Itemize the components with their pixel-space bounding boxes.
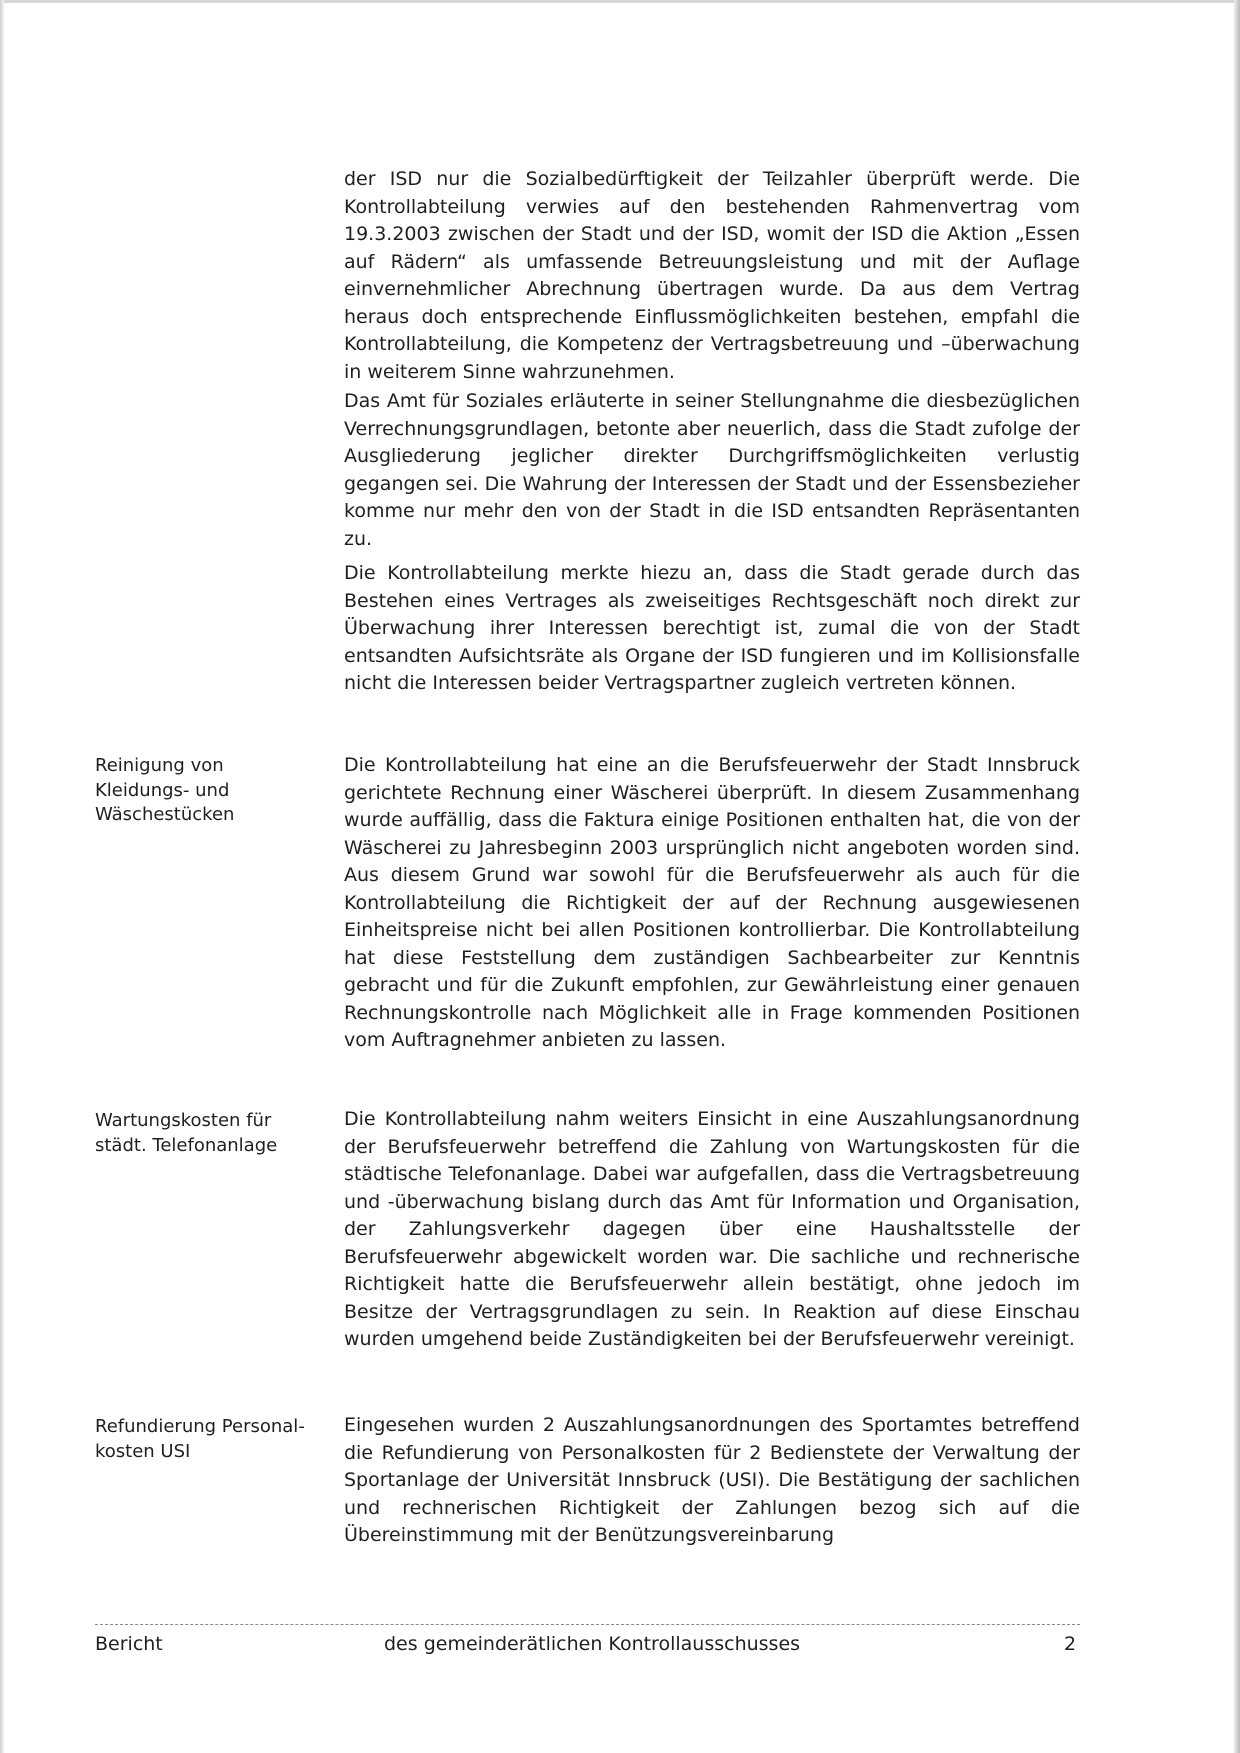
body-paragraph-1: der ISD nur die Sozialbedürftigkeit der Teilzahler überprüft werde. Die Kontrollabteilung verwies auf den bestehenden Rahmenvertrag vom 19.3.2003 zwischen der Stadt und der ISD, womit der ISD die Aktion „Essen auf Rädern“ als umfassende Betreuungsleistung und mit der Auflage einvernehmlicher Abrechnung übertragen wurde. Da aus dem Vertrag heraus doch entsprechende Einflussmöglichkeiten bestehen, empfahl die Kontrollabteilung, die Kompetenz der Vertragsbetreuung und –überwachung in weiterem Sinne wahrzunehmen.	[344, 168, 1080, 383]
margin-note-refund: Refundierung Personalkosten USI	[95, 1416, 305, 1462]
scan-edge-left	[0, 0, 4, 1753]
scan-edge-right	[1234, 0, 1240, 1753]
body-paragraph-3: Die Kontrollabteilung merkte hiezu an, dass die Stadt gerade durch das Bestehen eines Vertrages als zweiseitiges Rechtsgeschäft noch direkt zur Überwachung ihrer Interessen berechtigt ist, zumal die von der Stadt entsandten Aufsichtsräte als Organe der ISD fungieren und im Kollisionsfalle nicht die Interessen beider Vertragspartner zugleich vertreten können.	[344, 562, 1080, 694]
margin-note-cleaning: Reinigung von Kleidungs- und Wäschestücken	[95, 755, 235, 825]
body-paragraph-5: Die Kontrollabteilung nahm weiters Einsicht in eine Auszahlungsanordnung der Berufsfeuerwehr betreffend die Zahlung von Wartungskosten für die städtische Telefonanlage. Dabei war aufgefallen, dass die Vertragsbetreuung und -überwachung bislang durch das Amt für Information und Organisation, der Zahlungsverkehr dagegen über eine Haushaltsstelle der Berufsfeuerwehr abgewickelt worden war. Die sachliche und rechnerische Richtigkeit hatte die Berufsfeuerwehr allein bestätigt, ohne jedoch im Besitze der Vertragsgrundlagen zu sein. In Reaktion auf diese Einschau wurden umgehend beide Zuständigkeiten bei der Berufsfeuerwehr vereinigt.	[344, 1108, 1080, 1350]
page-number: 2	[1064, 1633, 1077, 1655]
scan-edge-top	[0, 0, 1240, 3]
body-paragraph-2: Das Amt für Soziales erläuterte in seiner Stellungnahme die diesbezüglichen Verrechnungsgrundlagen, betonte aber neuerlich, dass die Stadt zufolge der Ausgliederung jeglicher direkter Durchgriffsmöglichkeiten verlustig gegangen sei. Die Wahrung der Interessen der Stadt und der Essensbezieher komme nur mehr den von der Stadt in die ISD entsandten Repräsentanten zu.	[344, 390, 1080, 550]
body-paragraph-4: Die Kontrollabteilung hat eine an die Berufsfeuerwehr der Stadt Innsbruck gerichtete Rechnung einer Wäscherei überprüft. In diesem Zusammenhang wurde auffällig, dass die Faktura einige Positionen enthalten hat, die von der Wäscherei zu Jahresbeginn 2003 ursprünglich nicht angeboten worden sind. Aus diesem Grund war sowohl für die Berufsfeuerwehr als auch für die Kontrollabteilung die Richtigkeit der auf der Rechnung ausgewiesenen Einheitspreise nicht bei allen Positionen kontrollierbar. Die Kontrollabteilung hat diese Feststellung dem zuständigen Sachbearbeiter zur Kenntnis gebracht und für die Zukunft empfohlen, zur Gewährleistung einer genauen Rechnungskontrolle nach Möglichkeit alle in Frage kommenden Positionen vom Auftragnehmer anbieten zu lassen.	[344, 754, 1080, 1051]
footer-divider	[95, 1624, 1080, 1625]
margin-note-maintenance: Wartungskosten für städt. Telefonanlage	[95, 1110, 278, 1156]
body-paragraph-6: Eingesehen wurden 2 Auszahlungsanordnungen des Sportamtes betreffend die Refundierung von Personalkosten für 2 Bedienstete der Verwaltung der Sportanlage der Universität Innsbruck (USI). Die Bestätigung der sachlichen und rechnerischen Richtigkeit der Zahlungen bezog sich auf die Übereinstimmung mit der Benützungsvereinbarung	[344, 1414, 1080, 1546]
footer-center-title: des gemeinderätlichen Kontrollausschusses	[384, 1633, 801, 1655]
footer-left-label: Bericht	[95, 1633, 163, 1655]
